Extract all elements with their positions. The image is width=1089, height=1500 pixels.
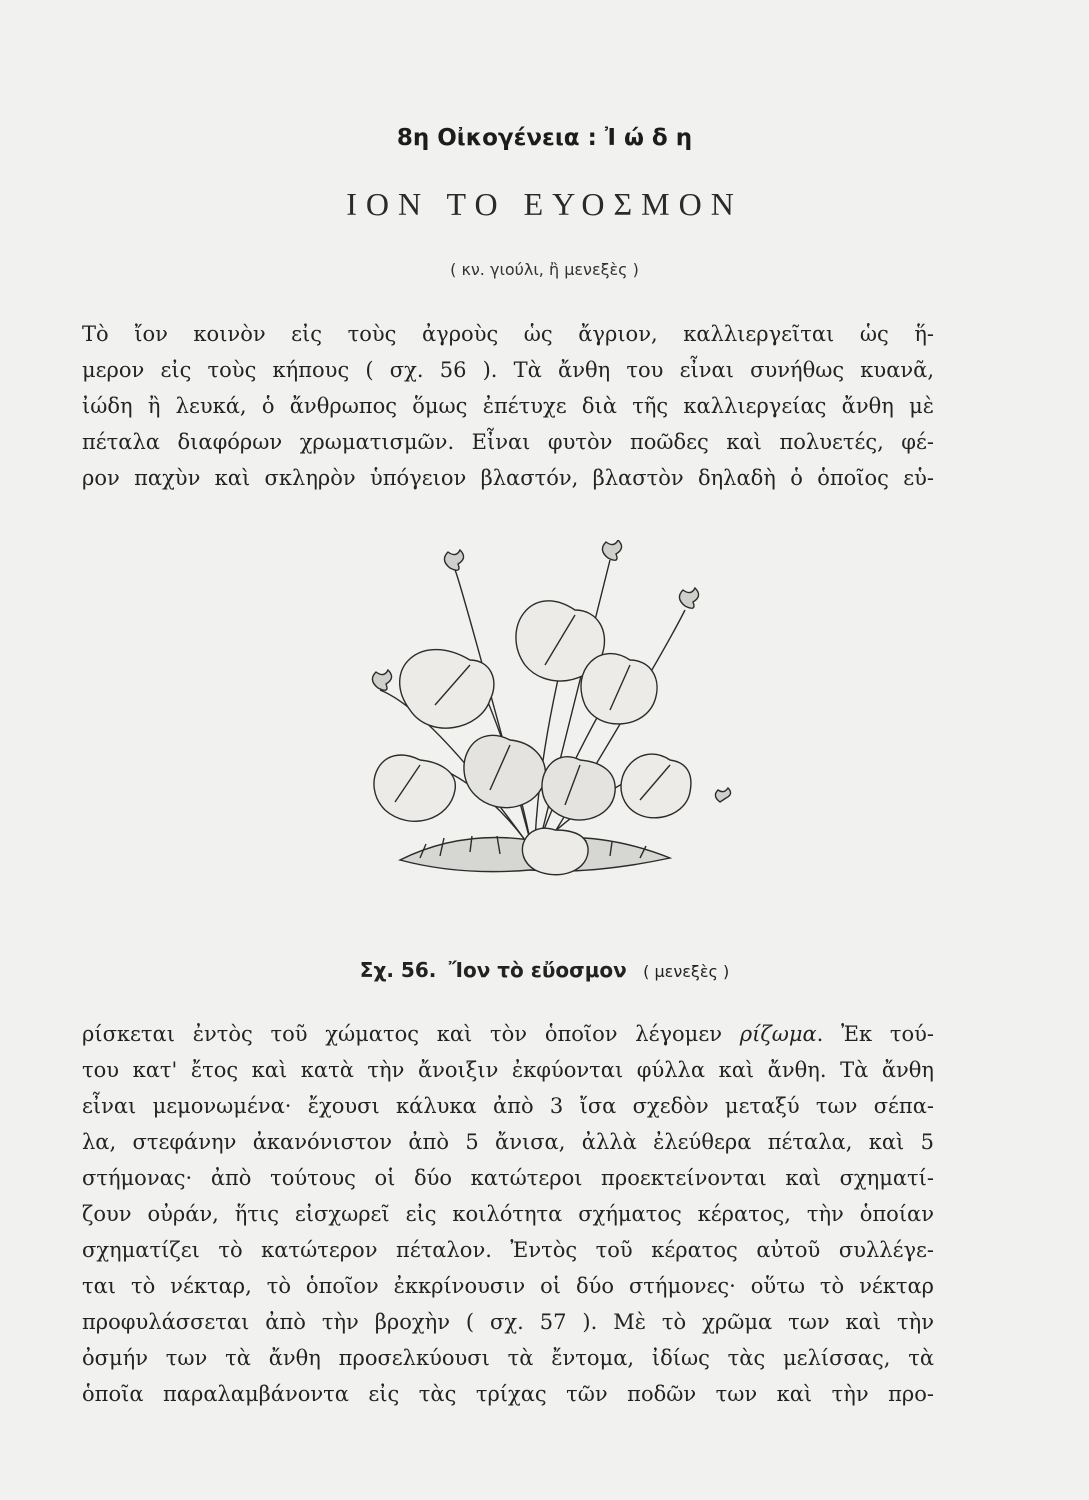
text-segment: ρίσκεται ἐντὸς τοῦ χώματος καὶ τὸν ὁποῖον λέγομεν bbox=[82, 1022, 740, 1046]
text-line: μερον εἰς τοὺς κήπους ( σχ. 56 ). Τὰ ἄνθη του εἶναι συνήθως κυανᾶ, bbox=[82, 358, 934, 382]
text-line: ζουν οὐράν, ἥτις εἰσχωρεῖ εἰς κοιλότητα σχήματος κέρατος, τὴν ὁποίαν bbox=[82, 1202, 934, 1226]
paragraph-description bbox=[82, 1016, 934, 1412]
figure-number: Σχ. 56. bbox=[359, 958, 437, 982]
text-line: ἰώδη ἢ λευκά, ὁ ἄνθρωπος ὅμως ἐπέτυχε διὰ τῆς καλλιεργείας ἄνθη μὲ bbox=[82, 394, 934, 418]
common-names-subtitle: ( κν. γιούλι, ἢ μενεξὲς ) bbox=[450, 260, 639, 279]
text-line: στήμονας· ἀπὸ τούτους οἱ δύο κατώτεροι προεκτείνονται καὶ σχηματί- bbox=[82, 1166, 934, 1190]
figure-plant-name: Ἴον τὸ εὔοσμον bbox=[448, 958, 627, 982]
text-line: ται τὸ νέκταρ, τὸ ὁποῖον ἐκκρίνουσιν οἱ δύο στήμονες· οὕτω τὸ νέκταρ bbox=[82, 1274, 934, 1298]
text-line: ρον παχὺν καὶ σκληρὸν ὑπόγειον βλαστόν, βλαστὸν δηλαδὴ ὁ ὁποῖος εὑ- bbox=[82, 466, 934, 490]
text-line: λα, στεφάνην ἀκανόνιστον ἀπὸ 5 ἄνισα, ἀλλὰ ἐλεύθερα πέταλα, καὶ 5 bbox=[82, 1130, 934, 1154]
text-segment: . Ἐκ τού- bbox=[816, 1022, 934, 1046]
text-line: ὁποῖα παραλαμβάνοντα εἰς τὰς τρίχας τῶν ποδῶν των καὶ τὴν προ- bbox=[82, 1382, 934, 1406]
text-line bbox=[82, 1016, 934, 1052]
paragraph-intro bbox=[82, 316, 934, 496]
text-line: προφυλάσσεται ἀπὸ τὴν βροχὴν ( σχ. 57 ). Μὲ τὸ χρῶμα των καὶ τὴν bbox=[82, 1310, 934, 1334]
text-line: σχηματίζει τὸ κατώτερον πέταλον. Ἐντὸς τοῦ κέρατος αὐτοῦ συλλέγε- bbox=[82, 1238, 934, 1262]
figure-caption bbox=[0, 958, 1089, 982]
text-line: του κατ' ἔτος καὶ κατὰ τὴν ἄνοιξιν ἐκφύονται φύλλα καὶ ἄνθη. Τὰ ἄνθη bbox=[82, 1058, 934, 1082]
page-title: ΙΟΝ ΤΟ ΕΥΟΣΜΟΝ bbox=[346, 186, 743, 222]
text-line: ὀσμήν των τὰ ἄνθη προσελκύουσι τὰ ἔντομα, ἰδίως τὰς μελίσσας, τὰ bbox=[82, 1346, 934, 1370]
family-heading: 8η Οἰκογένεια : Ἰ ώ δ η bbox=[396, 125, 693, 151]
text-line: Τὸ ἴον κοινὸν εἰς τοὺς ἀγροὺς ὡς ἄγριον, καλλιεργεῖται ὡς ἥ- bbox=[82, 322, 934, 346]
rhizome-term: ρίζωμα bbox=[739, 1022, 817, 1046]
violet-plant-icon bbox=[340, 540, 740, 900]
text-line: πέταλα διαφόρων χρωματισμῶν. Εἶναι φυτὸν ποῶδες καὶ πολυετές, φέ- bbox=[82, 430, 934, 454]
figure-common-name: ( μενεξὲς ) bbox=[643, 962, 730, 981]
text-line: εἶναι μεμονωμένα· ἔχουσι κάλυκα ἀπὸ 3 ἴσα σχεδὸν μεταξύ των σέπα- bbox=[82, 1094, 934, 1118]
violet-plant-illustration bbox=[340, 540, 740, 900]
